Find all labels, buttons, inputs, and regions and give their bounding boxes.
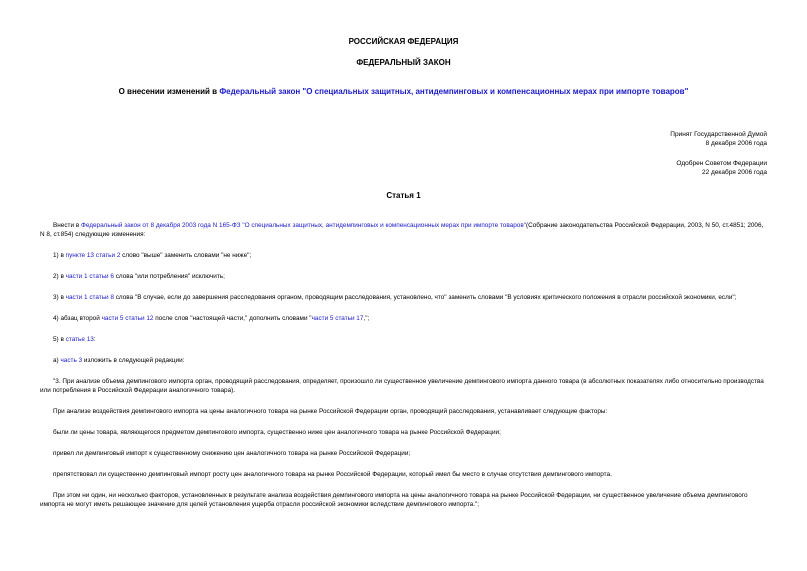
federal-law-165-link[interactable]: Федеральный закон от 8 декабря 2003 года N 165-ФЗ "О специальных защитных, антидемпинговых и компенсационных мерах при импорте товаров" <box>80 222 526 229</box>
council-approval-date: 22 декабря 2006 года <box>701 169 767 176</box>
law-title-prefix: О внесении изменений в <box>118 87 220 96</box>
link-part1-article6[interactable]: части 1 статьи 6 <box>65 273 114 280</box>
paragraph-item-4: 4) абзац второй части 5 статьи 12 после слов "настоящей части," дополнить словами "части 5 статьи 17,"; <box>53 315 370 322</box>
law-title <box>0 86 807 97</box>
council-approval-label: Одобрен Советом Федерации <box>676 160 767 167</box>
link-part3[interactable]: часть 3 <box>60 357 83 364</box>
country-heading: РОССИЙСКАЯ ФЕДЕРАЦИЯ <box>348 37 459 46</box>
paragraph-price-impact: При анализе воздействия демпингового импорта на цены аналогичного товара на рынке Российской Федерации орган, проводящий расследования, устанавливает следующие факторы: <box>53 408 608 415</box>
article-heading: Статья 1 <box>386 191 421 200</box>
paragraph-subitem-a: а) часть 3 изложить в следующей редакции: <box>53 357 185 364</box>
paragraph-item-3: 3) в части 1 статьи 8 слова "В случае, если до завершения расследования органом, проводящим расследования, установлено, что" заменить словами "В условиях критического положения в отрасли российской экономики, если"; <box>53 294 737 301</box>
link-article13[interactable]: статье 13 <box>65 336 94 343</box>
law-type-heading: ФЕДЕРАЛЬНЫЙ ЗАКОН <box>356 58 451 67</box>
paragraph-intro: Внести в Федеральный закон от 8 декабря 2003 года N 165-ФЗ "О специальных защитных, антидемпинговых и компенсационных мерах при импорте товаров"(Собрание законодательства Российской Федерации, 2003, N 50, ст.4851; 2006, N 8, ст.854) следующие изменения: <box>40 222 764 238</box>
paragraph-item-5: 5) в статье 13: <box>53 336 96 343</box>
paragraph-conclusion: При этом ни один, ни несколько факторов, установленных в результате анализа воздействия демпингового импорта на цены аналогичного товара на рынке Российской Федерации, ни существенное увеличение объема демпингового импорта не могут иметь решающее значение для целей установления ущерба отрасли российской экономики вследствие демпингового импорта."; <box>40 492 748 508</box>
paragraph-item-1: 1) в пункте 13 статьи 2 слово "выше" заменить словами "не ниже"; <box>53 252 252 259</box>
link-item13-article2[interactable]: пункте 13 статьи 2 <box>65 252 121 259</box>
duma-adoption <box>670 130 767 148</box>
amended-law-link[interactable]: Федеральный закон "О специальных защитных, антидемпинговых и компенсационных мерах при импорте товаров" <box>219 87 689 96</box>
paragraph-factor-1: были ли цены товара, являющегося предметом демпингового импорта, существенно ниже цен аналогичного товара на рынке Российской Федерации; <box>53 429 501 436</box>
paragraph-factor-2: привел ли демпинговый импорт к существенному снижению цен аналогичного товара на рынке Российской Федерации; <box>53 450 411 457</box>
duma-adoption-date: 8 декабря 2006 года <box>705 140 767 147</box>
paragraph-factor-3: препятствовал ли существенно демпинговый импорт росту цен аналогичного товара на рынке Российской Федерации, который имел бы место в случае отсутствия демпингового импорта. <box>53 471 612 478</box>
article-body <box>40 221 767 521</box>
paragraph-item-2: 2) в части 1 статьи 6 слова "или потребления" исключить; <box>53 273 225 280</box>
link-part5-article17[interactable]: части 5 статьи 17 <box>311 315 364 322</box>
duma-adoption-label: Принят Государственной Думой <box>670 131 767 138</box>
link-part1-article8[interactable]: части 1 статьи 8 <box>65 294 114 301</box>
federation-council-approval <box>676 159 767 177</box>
paragraph-quote-part3: "3. При анализе объема демпингового импорта орган, проводящий расследования, определяет, произошло ли существенное увеличение демпингового импорта данного товара (в абсолютных показателях либо относительно производства или потребления в Российской Федерации аналогичного товара). <box>40 378 764 394</box>
link-part5-article12[interactable]: части 5 статьи 12 <box>101 315 154 322</box>
